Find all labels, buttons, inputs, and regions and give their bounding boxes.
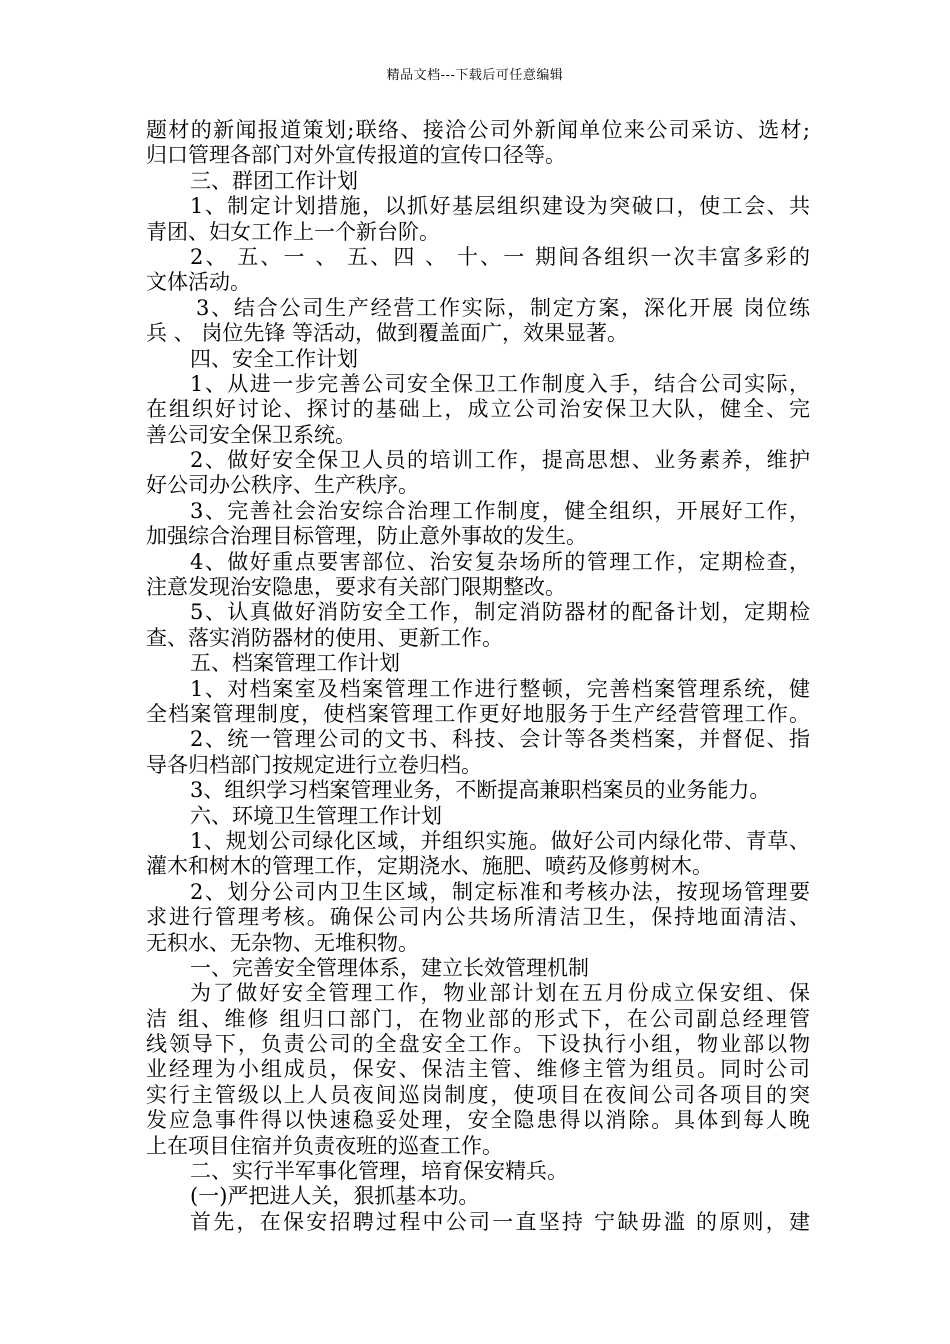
text-line: 好公司办公秩序、生产秩序。 [146,473,419,498]
document-body [146,118,810,1235]
text-line: 查、落实消防器材的使用、更新工作。 [146,625,503,650]
text-line: 上在项目住宿并负责夜班的巡查工作。 [146,1133,503,1158]
text-line: 发应急事件得以快速稳妥处理，安全隐患得以消除。具体到每人晚 [146,1108,810,1133]
text-line: 青团、妇女工作上一个新台阶。 [146,219,440,244]
text-line: 二、实行半军事化管理，培育保安精兵。 [190,1159,568,1184]
text-line: 在组织好讨论、探讨的基础上，成立公司治安保卫大队，健全、完 [146,397,810,422]
text-line: 一、完善安全管理体系，建立长效管理机制 [190,955,589,980]
text-line: 为了做好安全管理工作，物业部计划在五月份成立保安组、保 [190,981,810,1006]
text-line: 兵 、 岗位先锋 等活动，做到覆盖面广，效果显著。 [146,321,629,346]
text-line: 首先，在保安招聘过程中公司一直坚持 宁缺毋滥 的原则，建 [190,1209,810,1234]
text-line: 注意发现治安隐患，要求有关部门限期整改。 [146,575,566,600]
text-line: 灌木和树木的管理工作，定期浇水、施肥、喷药及修剪树木。 [146,854,713,879]
text-line: (一)严把进人关，狠抓基本功。 [190,1184,480,1209]
text-line: 2、统一管理公司的文书、科技、会计等各类档案，并督促、指 [190,727,810,752]
text-line: 2、 五、一 、 五、四 、 十、一 期间各组织一次丰富多彩的 [190,244,810,269]
text-line: 全档案管理制度，使档案管理工作更好地服务于生产经营管理工作。 [146,701,810,726]
text-line: 2、划分公司内卫生区域，制定标准和考核办法，按现场管理要 [190,879,810,904]
text-line: 善公司安全保卫系统。 [146,422,356,447]
text-line: 1、从进一步完善公司安全保卫工作制度入手，结合公司实际， [190,371,810,396]
text-line: 洁 组、维修 组归口部门，在物业部的形式下，在公司副总经理管 [146,1006,810,1031]
text-line: 实行主管级以上人员夜间巡岗制度，使项目在夜间公司各项目的突 [146,1082,810,1107]
text-line: 2、做好安全保卫人员的培训工作，提高思想、业务素养，维护 [190,448,810,473]
text-line: 归口管理各部门对外宣传报道的宣传口径等。 [146,143,566,168]
text-line: 1、对档案室及档案管理工作进行整顿，完善档案管理系统，健 [190,676,810,701]
text-line: 1、制定计划措施，以抓好基层组织建设为突破口，使工会、共 [190,194,810,219]
text-line: 加强综合治理目标管理，防止意外事故的发生。 [146,524,587,549]
text-line: 4、做好重点要害部位、治安复杂场所的管理工作，定期检查， [190,549,810,574]
text-line: 题材的新闻报道策划;联络、接洽公司外新闻单位来公司采访、选材; [146,118,810,142]
page-header: 精品文档---下载后可任意编辑 [386,68,564,83]
text-line: 3、完善社会治安综合治理工作制度，健全组织，开展好工作， [190,498,810,523]
text-line: 3、组织学习档案管理业务，不断提高兼职档案员的业务能力。 [190,778,771,803]
text-line: 无积水、无杂物、无堆积物。 [146,930,419,955]
text-line: 导各归档部门按规定进行立卷归档。 [146,752,482,777]
text-line: 文体活动。 [146,270,251,295]
text-line: 求进行管理考核。确保公司内公共场所清洁卫生，保持地面清洁、 [146,905,810,930]
text-line: 1、规划公司绿化区域，并组织实施。做好公司内绿化带、青草、 [190,828,810,853]
text-line: 线领导下，负责公司的全盘安全工作。下设执行小组，物业部以物 [146,1032,810,1057]
text-line: 五、档案管理工作计划 [190,651,400,676]
text-line: 四、安全工作计划 [190,346,358,371]
text-line: 业经理为小组成员，保安、保洁主管、维修主管为组员。同时公司 [146,1057,810,1082]
text-line: 3、结合公司生产经营工作实际，制定方案，深化开展 岗位练 [196,295,810,320]
text-line: 三、群团工作计划 [190,168,358,193]
text-line: 六、环境卫生管理工作计划 [190,803,442,828]
text-line: 5、认真做好消防安全工作，制定消防器材的配备计划，定期检 [190,600,810,625]
